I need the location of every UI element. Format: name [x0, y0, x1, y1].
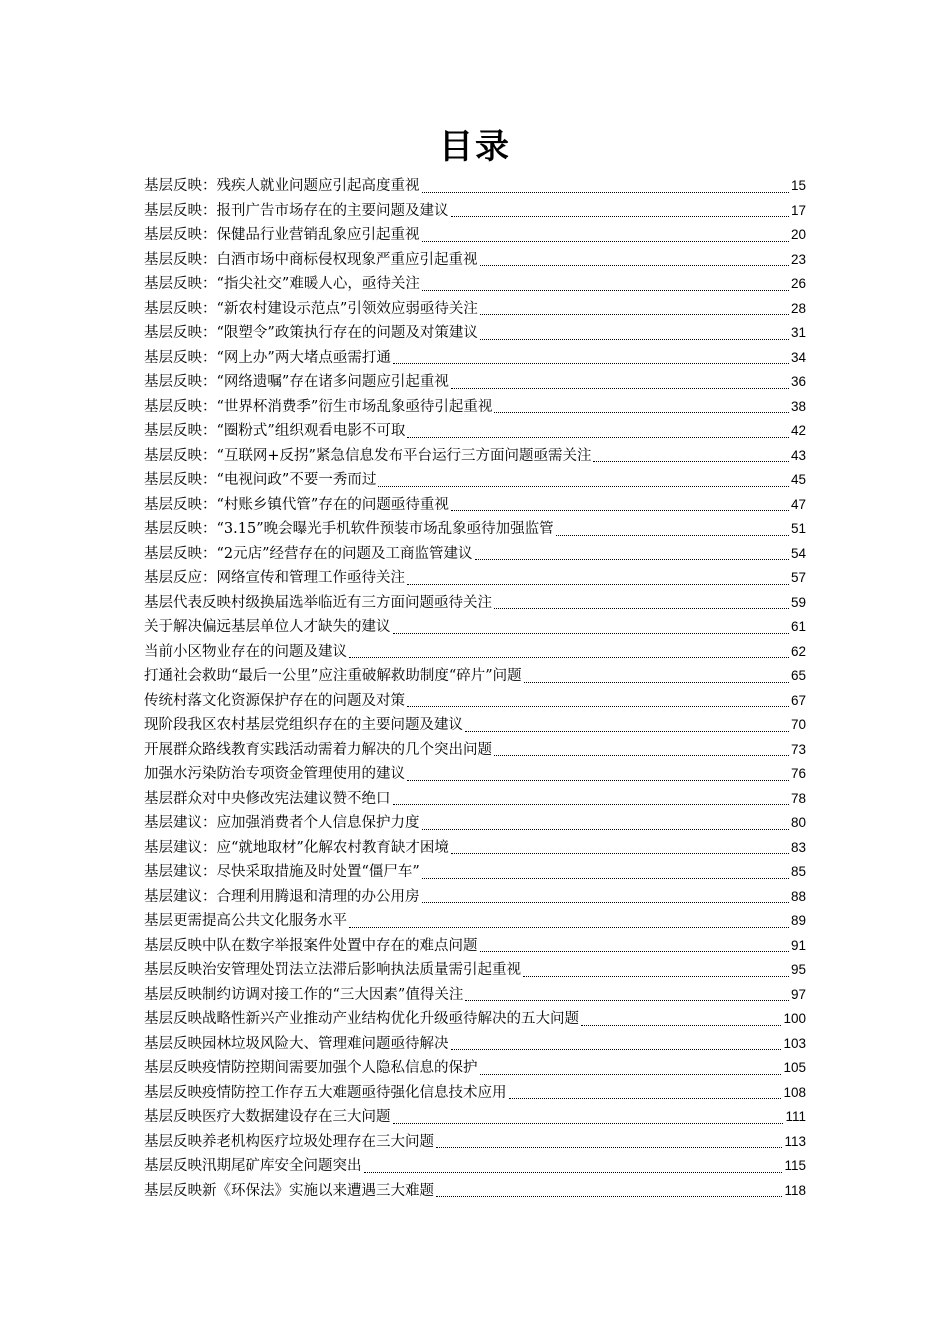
toc-entry[interactable]	[144, 836, 806, 861]
toc-entry[interactable]	[144, 1154, 806, 1179]
toc-entry[interactable]	[144, 1179, 806, 1204]
toc-entry[interactable]	[144, 174, 806, 199]
page-title: 目录	[439, 127, 511, 167]
toc-page-number[interactable]: 54	[790, 545, 806, 561]
toc-page-number[interactable]: 61	[790, 619, 806, 634]
toc-page-number[interactable]: 78	[790, 790, 806, 806]
toc-entry[interactable]	[144, 909, 806, 934]
toc-page-number[interactable]: 80	[790, 815, 806, 830]
toc-entry-title[interactable]: 基层反映：“新农村建设示范点”引领效应弱亟待关注	[144, 300, 478, 317]
toc-page-number[interactable]: 17	[790, 202, 806, 218]
toc-page-number[interactable]: 38	[790, 398, 806, 414]
toc-page-number[interactable]: 51	[790, 521, 806, 536]
toc-entry[interactable]	[144, 664, 806, 689]
toc-entry-title[interactable]: 基层反映疫情防控期间需要加强个人隐私信息的保护	[144, 1060, 478, 1076]
toc-entry-title[interactable]: 基层建议：尽快采取措施及时处置“僵尸车”	[144, 864, 420, 880]
toc-entry-title[interactable]: 关于解决偏远基层单位人才缺失的建议	[144, 619, 391, 635]
toc-dot-leader	[494, 608, 789, 609]
toc-entry-title[interactable]: 基层反映：“3.15”晚会曝光手机软件预装市场乱象亟待加强监管	[144, 521, 554, 537]
toc-dot-leader	[393, 633, 789, 634]
toc-page-number[interactable]: 88	[790, 888, 806, 904]
toc-dot-leader	[480, 314, 789, 315]
toc-entry-title[interactable]: 开展群众路线教育实践活动需着力解决的几个突出问题	[144, 741, 492, 758]
toc-entry-title[interactable]: 基层反映：“互联网+反拐”紧急信息发布平台运行三方面问题亟需关注	[144, 447, 592, 464]
toc-entry-title[interactable]: 基层反映养老机构医疗垃圾处理存在三大问题	[144, 1133, 434, 1150]
toc-entry[interactable]	[144, 517, 806, 542]
toc-entry[interactable]	[144, 689, 806, 714]
toc-page-number[interactable]: 105	[783, 1060, 806, 1075]
toc-page-number[interactable]: 47	[790, 496, 806, 512]
toc-page-number[interactable]: 42	[790, 423, 806, 438]
toc-entry[interactable]	[144, 787, 806, 812]
toc-dot-leader	[494, 412, 789, 413]
toc-dot-leader	[422, 290, 789, 291]
toc-dot-leader	[480, 339, 789, 340]
toc-entry-title[interactable]: 基层反映汛期尾矿库安全问题突出	[144, 1158, 362, 1174]
toc-dot-leader	[407, 780, 789, 781]
toc-entry[interactable]	[144, 444, 806, 469]
toc-entry-title[interactable]: 基层反映：保健品行业营销乱象应引起重视	[144, 227, 420, 243]
toc-entry[interactable]	[144, 1081, 806, 1106]
toc-page-number[interactable]: 85	[790, 864, 806, 879]
toc-dot-leader	[378, 486, 789, 487]
toc-page-number[interactable]: 36	[790, 374, 806, 389]
toc-entry[interactable]	[144, 885, 806, 910]
toc-page-number[interactable]: 26	[790, 276, 806, 291]
toc-entry-title[interactable]: 基层反映：“圈粉式”组织观看电影不可取	[144, 423, 406, 439]
toc-entry-title[interactable]: 基层建议：合理利用腾退和清理的办公用房	[144, 888, 420, 905]
toc-page-number[interactable]: 28	[790, 300, 806, 316]
toc-entry-title[interactable]: 加强水污染防治专项资金管理使用的建议	[144, 766, 405, 782]
toc-entry[interactable]	[144, 248, 806, 273]
toc-dot-leader	[393, 1123, 784, 1124]
toc-dot-leader	[480, 951, 789, 952]
toc-entry-title[interactable]: 基层反映：残疾人就业问题应引起高度重视	[144, 178, 420, 194]
toc-entry-title[interactable]: 基层反映制约访调对接工作的“三大因素”值得关注	[144, 986, 464, 1003]
toc-entry[interactable]	[144, 493, 806, 518]
toc-page-number[interactable]: 76	[790, 766, 806, 781]
toc-entry-title[interactable]: 基层更需提高公共文化服务水平	[144, 913, 347, 929]
toc-entry[interactable]	[144, 615, 806, 640]
toc-entry-title[interactable]: 基层反映：报刊广告市场存在的主要问题及建议	[144, 202, 449, 219]
toc-entry-title[interactable]: 基层反映疫情防控工作存五大难题亟待强化信息技术应用	[144, 1084, 507, 1101]
toc-dot-leader	[581, 1025, 781, 1026]
toc-entry-title[interactable]: 基层反映园林垃圾风险大、管理难问题亟待解决	[144, 1035, 449, 1052]
toc-page-number[interactable]: 65	[790, 668, 806, 683]
toc-entry-title[interactable]: 打通社会救助“最后一公里”应注重破解救助制度“碎片”问题	[144, 668, 522, 684]
toc-entry[interactable]	[144, 223, 806, 248]
toc-page-number[interactable]: 95	[790, 962, 806, 977]
toc-entry[interactable]	[144, 762, 806, 787]
toc-dot-leader	[407, 437, 789, 438]
toc-page-number[interactable]: 43	[790, 447, 806, 463]
toc-dot-leader	[436, 1196, 782, 1197]
toc-page-number[interactable]: 15	[790, 178, 806, 193]
toc-dot-leader	[422, 902, 789, 903]
toc-page-number[interactable]: 103	[783, 1035, 806, 1051]
toc-entry[interactable]	[144, 1007, 806, 1032]
toc-page-number[interactable]: 67	[790, 692, 806, 708]
toc-dot-leader	[480, 1074, 782, 1075]
toc-entry-title[interactable]: 现阶段我区农村基层党组织存在的主要问题及建议	[144, 717, 463, 733]
toc-page-number[interactable]: 91	[790, 937, 806, 953]
toc-entry-title[interactable]: 基层建议：应“就地取材”化解农村教育缺才困境	[144, 839, 449, 856]
toc-dot-leader	[451, 510, 789, 511]
toc-dot-leader	[451, 388, 789, 389]
toc-entry[interactable]	[144, 811, 806, 836]
toc-dot-leader	[524, 682, 789, 683]
toc-entry-title[interactable]: 基层反映：白酒市场中商标侵权现象严重应引起重视	[144, 251, 478, 268]
toc-page-number[interactable]: 100	[783, 1011, 806, 1026]
toc-dot-leader	[393, 804, 789, 805]
toc-entry-title[interactable]: 基层建议：应加强消费者个人信息保护力度	[144, 815, 420, 831]
toc-dot-leader	[422, 878, 789, 879]
toc-entry-title[interactable]: 传统村落文化资源保护存在的问题及对策	[144, 692, 405, 709]
toc-dot-leader	[436, 1147, 782, 1148]
toc-page-number[interactable]: 73	[790, 741, 806, 757]
toc-page-number[interactable]: 59	[790, 594, 806, 610]
toc-entry-title[interactable]: 基层反映：“村账乡镇代管”存在的问题亟待重视	[144, 496, 449, 513]
toc-entry[interactable]	[144, 199, 806, 224]
toc-dot-leader	[451, 216, 789, 217]
toc-page-number[interactable]: 20	[790, 227, 806, 242]
toc-entry[interactable]	[144, 346, 806, 371]
toc-entry[interactable]	[144, 297, 806, 322]
toc-dot-leader	[349, 657, 789, 658]
toc-entry[interactable]	[144, 713, 806, 738]
toc-entry[interactable]	[144, 566, 806, 591]
toc-page-number[interactable]: 62	[790, 643, 806, 659]
toc-dot-leader	[407, 584, 789, 585]
toc-dot-leader	[393, 363, 789, 364]
toc-entry[interactable]	[144, 370, 806, 395]
toc-entry[interactable]	[144, 1130, 806, 1155]
toc-page-number[interactable]: 97	[790, 986, 806, 1002]
toc-entry-title[interactable]: 基层反映：“指尖社交”难暖人心，亟待关注	[144, 276, 420, 292]
toc-dot-leader	[494, 755, 789, 756]
toc-entry-title[interactable]: 基层反映：“世界杯消费季”衍生市场乱象亟待引起重视	[144, 398, 493, 415]
toc-entry[interactable]	[144, 1032, 806, 1057]
toc-dot-leader	[480, 265, 789, 266]
toc-entry[interactable]	[144, 640, 806, 665]
toc-entry-title[interactable]: 当前小区物业存在的问题及建议	[144, 643, 347, 660]
toc-entry-title[interactable]: 基层群众对中央修改宪法建议赞不绝口	[144, 790, 391, 807]
toc-entry[interactable]	[144, 934, 806, 959]
toc-entry[interactable]	[144, 860, 806, 885]
toc-page-number[interactable]: 115	[784, 1158, 806, 1173]
toc-page-number[interactable]: 34	[790, 349, 806, 365]
toc-entry-title[interactable]: 基层反映中队在数字举报案件处置中存在的难点问题	[144, 937, 478, 954]
toc-entry-title[interactable]: 基层代表反映村级换届选举临近有三方面问题亟待关注	[144, 594, 492, 611]
toc-page-number[interactable]: 108	[783, 1084, 806, 1100]
toc-entry[interactable]	[144, 958, 806, 983]
toc-dot-leader	[422, 192, 789, 193]
toc-dot-leader	[407, 706, 789, 707]
toc-dot-leader	[422, 241, 789, 242]
toc-entry-title[interactable]: 基层反映新《环保法》实施以来遭遇三大难题	[144, 1182, 434, 1199]
toc-dot-leader	[593, 461, 788, 462]
toc-dot-leader	[465, 1000, 789, 1001]
table-of-contents	[144, 174, 806, 1203]
toc-entry-title[interactable]: 基层反应：网络宣传和管理工作亟待关注	[144, 570, 405, 586]
toc-entry-title[interactable]: 基层反映：“网络遗嘱”存在诸多问题应引起重视	[144, 374, 449, 390]
toc-page-number[interactable]: 89	[790, 913, 806, 928]
toc-entry[interactable]	[144, 272, 806, 297]
toc-entry[interactable]	[144, 468, 806, 493]
toc-page-number[interactable]: 118	[784, 1182, 806, 1198]
toc-entry-title[interactable]: 基层反映：“电视问政”不要一秀而过	[144, 472, 377, 488]
toc-dot-leader	[349, 927, 789, 928]
toc-entry[interactable]	[144, 1056, 806, 1081]
toc-entry-title[interactable]: 基层反映战略性新兴产业推动产业结构优化升级亟待解决的五大问题	[144, 1011, 579, 1027]
toc-entry[interactable]	[144, 1105, 806, 1130]
toc-page-number[interactable]: 57	[790, 570, 806, 585]
toc-entry[interactable]	[144, 395, 806, 420]
toc-entry[interactable]	[144, 419, 806, 444]
toc-page-number[interactable]: 113	[784, 1133, 806, 1149]
toc-entry[interactable]	[144, 542, 806, 567]
toc-dot-leader	[556, 535, 789, 536]
toc-dot-leader	[523, 976, 789, 977]
toc-entry[interactable]	[144, 591, 806, 616]
toc-dot-leader	[475, 559, 789, 560]
toc-dot-leader	[451, 1049, 782, 1050]
toc-entry[interactable]	[144, 321, 806, 346]
toc-dot-leader	[509, 1098, 782, 1099]
toc-entry-title[interactable]: 基层反映：“2元店”经营存在的问题及工商监管建议	[144, 545, 473, 562]
toc-dot-leader	[422, 829, 789, 830]
toc-page-number[interactable]: 23	[790, 251, 806, 267]
toc-entry[interactable]	[144, 983, 806, 1008]
toc-page-number[interactable]: 111	[785, 1109, 806, 1124]
toc-dot-leader	[465, 731, 789, 732]
toc-page-number[interactable]: 31	[790, 325, 806, 340]
toc-entry[interactable]	[144, 738, 806, 763]
toc-page-number[interactable]: 45	[790, 472, 806, 487]
toc-entry-title[interactable]: 基层反映治安管理处罚法立法滞后影响执法质量需引起重视	[144, 962, 521, 978]
toc-page-number[interactable]: 70	[790, 717, 806, 732]
toc-entry-title[interactable]: 基层反映：“网上办”两大堵点亟需打通	[144, 349, 391, 366]
toc-dot-leader	[451, 853, 789, 854]
toc-page-number[interactable]: 83	[790, 839, 806, 855]
toc-dot-leader	[364, 1172, 783, 1173]
toc-entry-title[interactable]: 基层反映医疗大数据建设存在三大问题	[144, 1109, 391, 1125]
toc-entry-title[interactable]: 基层反映：“限塑令”政策执行存在的问题及对策建议	[144, 325, 478, 341]
